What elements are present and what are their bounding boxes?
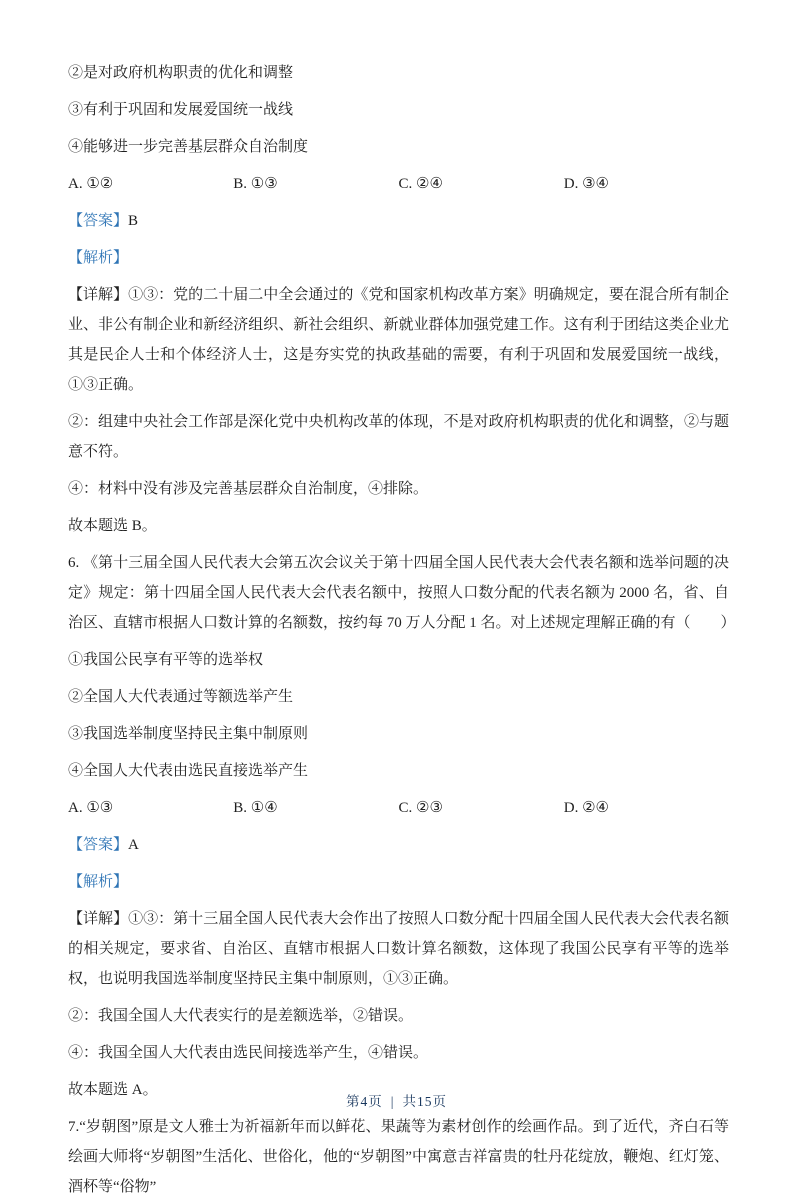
q5-answer-value: B [128, 213, 139, 229]
q5-conclusion: 故本题选 B。 [68, 518, 157, 534]
q5-detail-paragraph: 【详解】①③：党的二十届二中全会通过的《党和国家机构改革方案》明确规定，要在混合所有制企业、非公有制企业和新经济组织、新社会组织、新就业群体加强党建工作。这有利于团结这类企业尤其是民企人士和个体经济人士，这是夯实党的执政基础的需要，有利于巩固和发展爱国统一战线，①③正确。 [68, 287, 729, 393]
q6-note-2: ②：我国全国人大代表实行的是差额选举，②错误。 [68, 1008, 414, 1024]
q5-option-d: D. ③④ [563, 176, 609, 192]
q6-item-2: ②全国人大代表通过等额选举产生 [68, 689, 294, 705]
q5-item-3: ③有利于巩固和发展爱国统一战线 [68, 102, 294, 118]
q5-item-2: ②是对政府机构职责的优化和调整 [68, 65, 294, 81]
footer-page-number: 第4页 [346, 1094, 383, 1109]
q5-option-c: C. ②④ [398, 176, 443, 192]
q6-answer-label: 【答案】 [68, 837, 129, 853]
q6-answer-line [68, 830, 729, 860]
q5-item-4: ④能够进一步完善基层群众自治制度 [68, 139, 309, 155]
q6-analysis-label: 【解析】 [68, 874, 129, 890]
q6-options-row [68, 793, 729, 823]
q6-conclusion: 故本题选 A。 [68, 1082, 158, 1098]
q5-note-4: ④：材料中没有涉及完善基层群众自治制度，④排除。 [68, 481, 429, 497]
q6-option-b: B. ①④ [233, 800, 278, 816]
q5-answer-line [68, 206, 729, 236]
q6-option-a: A. ①③ [68, 800, 114, 816]
q5-analysis-line [68, 243, 729, 273]
q6-item-1: ①我国公民享有平等的选举权 [68, 652, 264, 668]
q6-option-c: C. ②③ [398, 800, 443, 816]
q5-analysis-label: 【解析】 [68, 250, 129, 266]
q6-detail-paragraph: 【详解】①③：第十三届全国人民代表大会作出了按照人口数分配十四届全国人民代表大会代表名额的相关规定，要求省、自治区、直辖市根据人口数计算名额数，这体现了我国公民享有平等的选举权，也说明我国选举制度坚持民主集中制原则，①③正确。 [68, 911, 729, 987]
page-footer [0, 1090, 793, 1110]
q6-answer-value: A [128, 837, 139, 853]
q6-item-4: ④全国人大代表由选民直接选举产生 [68, 763, 309, 779]
q6-stem: 6. 《第十三届全国人民代表大会第五次会议关于第十四届全国人民代表大会代表名额和选举问题的决定》规定：第十四届全国人民代表大会代表名额中，按照人口数分配的代表名额为 2000 名，省、自治区、直辖市根据人口数计算的名额数，按约每 70 万人分配 1 名。对上述规定理解正确的有（ ） [68, 555, 736, 631]
q5-note-2: ②：组建中央社会工作部是深化党中央机构改革的体现，不是对政府机构职责的优化和调整，②与题意不符。 [68, 414, 729, 460]
footer-total-pages: 共15页 [402, 1094, 447, 1109]
q5-options-row [68, 169, 729, 199]
q5-option-a: A. ①② [68, 176, 114, 192]
q6-item-3: ③我国选举制度坚持民主集中制原则 [68, 726, 309, 742]
q7-stem: 7.“岁朝图”原是文人雅士为祈福新年而以鲜花、果蔬等为素材创作的绘画作品。到了近代，齐白石等绘画大师将“岁朝图”生活化、世俗化，他的“岁朝图”中寓意吉祥富贵的牡丹花绽放，鞭炮、红灯笼、酒杯等“俗物” [68, 1119, 729, 1195]
q6-note-4: ④：我国全国人大代表由选民间接选举产生，④错误。 [68, 1045, 429, 1061]
footer-separator: | [390, 1094, 395, 1109]
q5-answer-label: 【答案】 [68, 213, 129, 229]
q6-option-d: D. ②④ [563, 800, 609, 816]
page-content [68, 58, 736, 1202]
q6-analysis-line [68, 867, 729, 897]
q5-option-b: B. ①③ [233, 176, 278, 192]
